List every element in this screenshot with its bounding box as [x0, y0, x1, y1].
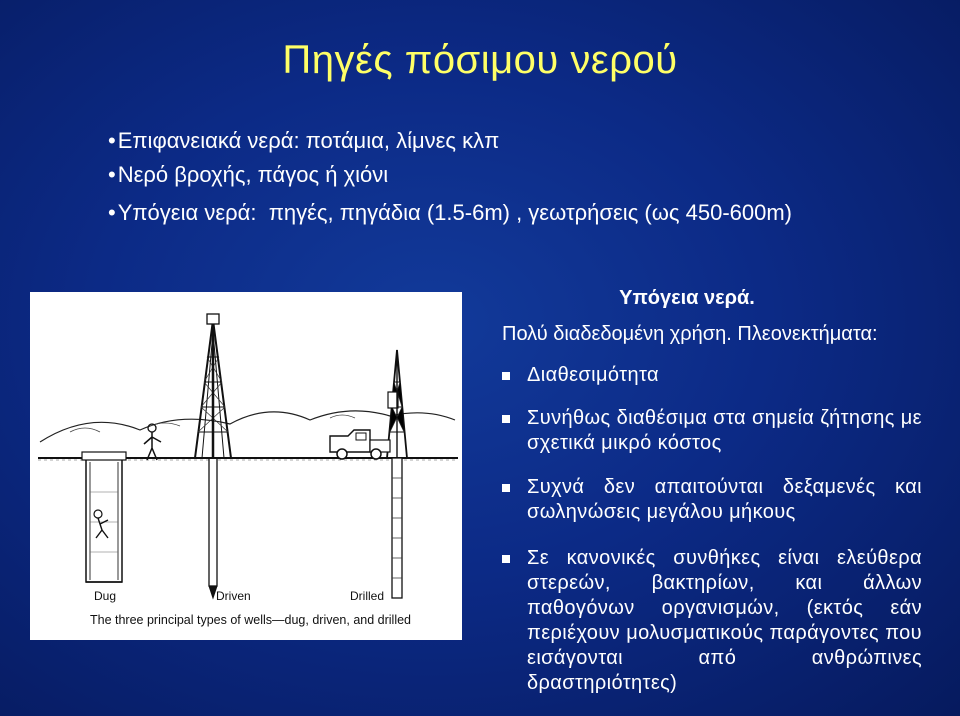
panel-subtitle: Πολύ διαδεδομένη χρήση. Πλεονεκτήματα: — [502, 323, 878, 345]
bullet-dot: • — [108, 200, 116, 225]
slide-title: Πηγές πόσιμου νερού — [282, 38, 678, 82]
square-bullet-icon — [502, 415, 510, 423]
label-driven: Driven — [216, 589, 251, 603]
truck — [330, 430, 390, 459]
square-bullet-icon — [502, 372, 510, 380]
advantage-text: Συχνά δεν απαιτούνται δεξαμενές και σωληνώσεις μεγάλου μήκους — [527, 476, 922, 523]
wells-illustration — [30, 292, 462, 640]
groundwater-panel — [482, 286, 922, 696]
advantage-text: Σε κανονικές συνθήκες είναι ελεύθερα στερεών, βακτηρίων, και άλλων παθογόνων οργανισμών, (εκτός εάν περιέχουν μολυσματικούς παράγοντες που εισάγονται από ανθρώπινες δραστηριότητες) — [527, 547, 922, 694]
advantage-item — [482, 406, 922, 456]
label-drilled: Drilled — [350, 589, 385, 603]
bullet-list — [108, 128, 792, 236]
drilled-well-rig — [387, 350, 407, 598]
square-bullet-icon — [502, 555, 510, 563]
square-bullet-icon — [502, 484, 510, 492]
panel-title: Υπόγεια νερά. — [619, 287, 755, 309]
person-figure — [144, 424, 161, 460]
bullet-text: Νερό βροχής, πάγος ή χιόνι — [117, 162, 389, 187]
figure-caption: The three principal types of wells—dug, driven, and drilled — [90, 613, 412, 627]
driven-well-tower — [190, 314, 236, 598]
advantage-text: Διαθεσιμότητα — [527, 364, 659, 386]
advantage-item — [482, 546, 922, 696]
label-dug: Dug — [94, 589, 117, 603]
advantage-item — [482, 363, 922, 388]
bullet-text: Επιφανειακά νερά: ποτάμια, λίμνες κλπ — [117, 128, 500, 153]
wells-drawing — [30, 292, 462, 640]
bullet-item — [108, 162, 792, 198]
advantage-text: Συνήθως διαθέσιμα στα σημεία ζήτησης με σχετικά μικρό κόστος — [527, 407, 922, 454]
advantage-item — [482, 475, 922, 525]
dug-well — [82, 452, 126, 582]
bullet-item — [108, 200, 792, 236]
bullet-text: Υπόγεια νερά: πηγές, πηγάδια (1.5-6m) , γεωτρήσεις (ως 450-600m) — [117, 200, 793, 225]
bullet-dot: • — [108, 162, 116, 187]
bullet-dot: • — [108, 128, 116, 153]
bullet-item — [108, 128, 792, 164]
